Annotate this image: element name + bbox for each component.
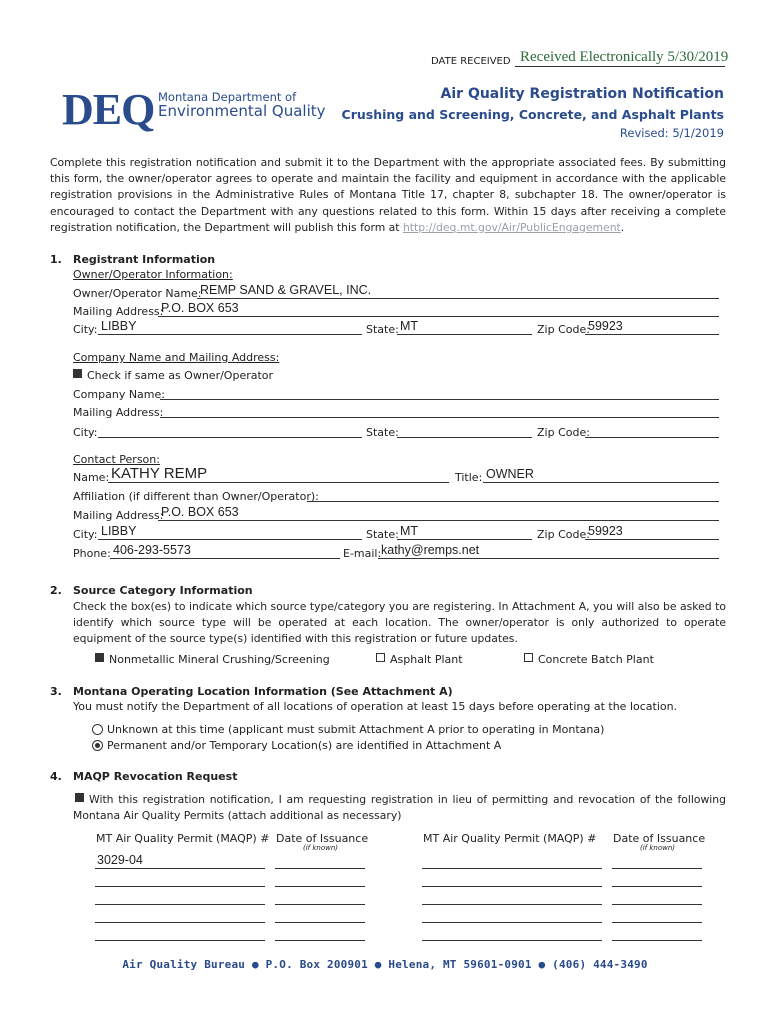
contact-state-label: State: [366,528,399,541]
company-header: Company Name and Mailing Address: [73,351,280,364]
checkbox-icon[interactable] [75,793,84,802]
agency-line1: Montana Department of [158,90,297,104]
section1-number: 1. [50,253,62,266]
state-line [397,334,532,335]
permit-line[interactable] [95,940,265,941]
zip-label: Zip Code: [537,323,590,336]
date-received-label: DATE RECEIVED [431,56,511,67]
checkbox-icon[interactable] [524,653,533,662]
mailing-address-label: Mailing Address: [73,305,164,318]
permit-line[interactable] [422,904,602,905]
footer-contact: Air Quality Bureau ● P.O. Box 200901 ● Helena, MT 59601-0901 ● (406) 444-3490 [122,958,648,971]
phone-field[interactable]: 406-293-5573 [113,543,191,557]
permit-line[interactable] [422,868,602,869]
location-attachment-label: Permanent and/or Temporary Location(s) are identified in Attachment A [107,739,502,752]
deq-logo [62,84,154,135]
date-line[interactable] [275,922,365,923]
contact-title-line [483,482,719,483]
section4-title: MAQP Revocation Request [73,770,238,783]
contact-city-label: City: [73,528,98,541]
company-name-line[interactable] [160,399,719,400]
company-state-line[interactable] [397,437,532,438]
source-asphalt[interactable] [376,653,463,666]
issuance-col4-header: Date of Issuance [613,832,706,845]
section3-text: You must notify the Department of all locations of operation at least 15 days before operating at the location. [73,700,678,713]
date-line[interactable] [612,904,702,905]
company-name-label: Company Name: [73,388,165,401]
date-line[interactable] [612,886,702,887]
affiliation-label: Affiliation (if different than Owner/Operator): [73,490,319,503]
contact-zip-field[interactable]: 59923 [588,524,623,538]
company-zip-label: Zip Code: [537,426,590,439]
contact-state-line [397,539,532,540]
radio-icon[interactable] [92,740,103,751]
intro-text: Complete this registration notification and submit it to the Department with the appropriate associated fees. By submitting this form, the owner/operator agrees to operate and maintain the facility and equipment in accordance with the applicable registration provisions in the Administrative Rules of Montana Title 17, chapter 8, subchapter 18. The owner/operator is encouraged to contact the Department with any questions related to this form. Within 15 days after receiving a complete registration notification, the Department will publish this form at [50,156,726,234]
publish-link[interactable]: http://deq.mt.gov/Air/PublicEngagement [402,220,621,234]
permit-line[interactable] [422,940,602,941]
contact-state-field[interactable]: MT [400,524,419,538]
source-asphalt-label: Asphalt Plant [390,653,463,666]
date-line[interactable] [275,868,365,869]
contact-zip-line [585,539,719,540]
city-label: City: [73,323,98,336]
intro-paragraph [50,155,726,236]
owner-name-field[interactable]: REMP SAND & GRAVEL, INC. [200,283,372,297]
contact-header: Contact Person: [73,453,160,466]
permit-line[interactable] [95,868,265,869]
source-nonmetallic-label: Nonmetallic Mineral Crushing/Screening [109,653,330,666]
source-nonmetallic[interactable] [95,653,330,666]
contact-city-line [98,539,362,540]
contact-mailing-line [158,520,719,521]
permit-line[interactable] [95,922,265,923]
contact-title-field[interactable]: OWNER [486,467,534,481]
date-line[interactable] [612,940,702,941]
permit-line[interactable] [95,904,265,905]
checkbox-icon[interactable] [73,369,82,378]
source-concrete[interactable] [524,653,654,666]
company-state-label: State: [366,426,399,439]
location-attachment[interactable] [92,739,501,752]
form-title: Air Quality Registration Notification [440,86,724,102]
same-as-owner-checkbox[interactable] [73,369,273,382]
contact-zip-label: Zip Code: [537,528,590,541]
city-line [98,334,362,335]
phone-line [110,558,340,559]
phone-label: Phone: [73,547,111,560]
permit-line[interactable] [422,922,602,923]
section4-number: 4. [50,770,62,783]
section3-title: Montana Operating Location Information (See Attachment A) [73,685,453,698]
date-line[interactable] [612,922,702,923]
contact-city-field[interactable]: LIBBY [101,524,137,538]
owner-name-line [197,298,719,299]
state-label: State: [366,323,399,336]
issuance-col4-sub: (if known) [640,844,676,852]
agency-line2: Environmental Quality [158,102,326,120]
email-line [378,558,719,559]
issuance-col2-header: Date of Issuance [276,832,369,845]
section3-number: 3. [50,685,62,698]
form-subtitle: Crushing and Screening, Concrete, and Asphalt Plants [341,107,724,122]
source-concrete-label: Concrete Batch Plant [538,653,654,666]
contact-name-label: Name: [73,471,110,484]
section1-title: Registrant Information [73,253,216,266]
maqp-col1-header: MT Air Quality Permit (MAQP) # [96,832,270,845]
contact-title-label: Title: [455,471,483,484]
contact-mailing-field[interactable]: P.O. BOX 653 [161,505,239,519]
contact-name-line [108,482,449,483]
mailing-address-line [158,316,719,317]
contact-mailing-label: Mailing Address: [73,509,164,522]
date-line[interactable] [612,868,702,869]
section2-text: Check the box(es) to indicate which source type/category you are registering. In Attachment A, you will also be asked to identify which source type will be operated at each location. The owner/operator is only authorized to operate equipment of the source type(s) identified with this registration or future updates. [73,600,726,646]
city-field[interactable]: LIBBY [101,319,137,333]
company-city-label: City: [73,426,98,439]
checkbox-icon[interactable] [95,653,104,662]
contact-name-field[interactable]: KATHY REMP [111,465,208,482]
email-label: E-mail: [343,547,382,560]
radio-icon[interactable] [92,724,103,735]
company-mailing-line[interactable] [160,417,719,418]
permit-line[interactable] [95,886,265,887]
deq-logo-letters: DEQ [62,85,155,134]
company-mailing-label: Mailing Address: [73,406,164,419]
checkbox-icon[interactable] [376,653,385,662]
location-unknown-label: Unknown at this time (applicant must submit Attachment A prior to operating in Montana) [107,723,605,736]
section2-title: Source Category Information [73,584,253,597]
date-line[interactable] [275,940,365,941]
company-zip-line[interactable] [585,437,719,438]
company-city-line[interactable] [98,437,362,438]
mailing-address-field[interactable]: P.O. BOX 653 [161,301,239,315]
email-field[interactable]: kathy@remps.net [381,543,480,557]
permit-line[interactable] [422,886,602,887]
location-unknown[interactable] [92,723,604,736]
revocation-text: With this registration notification, I am requesting registration in lieu of permitting and revocation of the following Montana Air Quality Permits (attach additional as necessary) [73,793,726,823]
permit-1-field[interactable]: 3029-04 [97,853,143,867]
revised-date: Revised: 5/1/2019 [619,126,724,140]
owner-name-label: Owner/Operator Name: [73,287,202,300]
date-received-value: Received Electronically 5/30/2019 [520,49,729,65]
intro-end: . [620,220,625,234]
maqp-col3-header: MT Air Quality Permit (MAQP) # [423,832,597,845]
date-line[interactable] [275,904,365,905]
section4-text [73,792,726,824]
issuance-col2-sub: (if known) [303,844,339,852]
zip-field[interactable]: 59923 [588,319,623,333]
date-received-line [515,66,725,67]
zip-line [585,334,719,335]
same-as-owner-label: Check if same as Owner/Operator [87,369,274,382]
date-line[interactable] [275,886,365,887]
owner-operator-header: Owner/Operator Information: [73,268,233,281]
section2-number: 2. [50,584,62,597]
affiliation-line[interactable] [307,501,719,502]
state-field[interactable]: MT [400,319,419,333]
